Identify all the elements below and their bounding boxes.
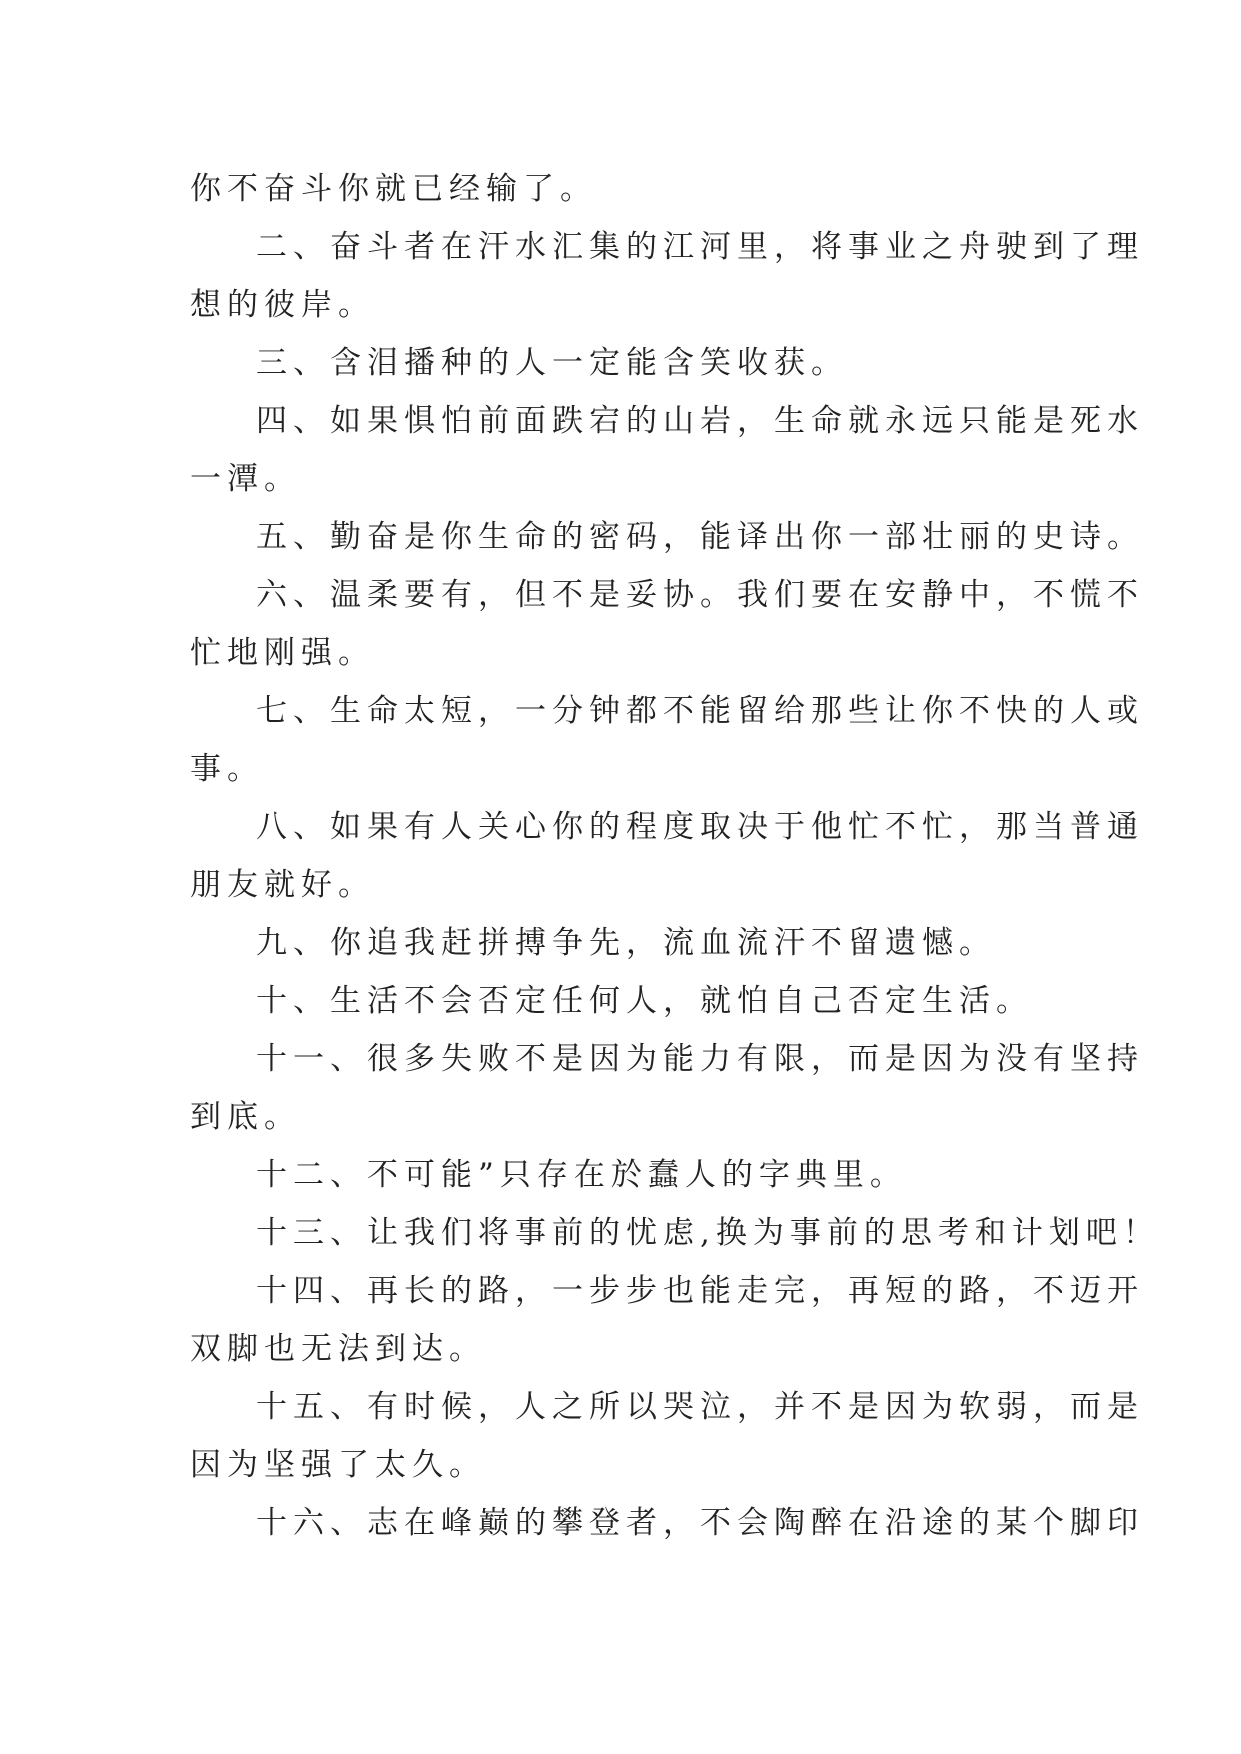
text-line: 十四、再长的路，一步步也能走完，再短的路，不迈开: [256, 1273, 1144, 1309]
text-line: 九、你追我赶拼搏争先，流血流汗不留遗憾。: [256, 925, 996, 961]
text-line: 十一、很多失败不是因为能力有限，而是因为没有坚持: [256, 1041, 1144, 1077]
text-line: 八、如果有人关心你的程度取决于他忙不忙，那当普通: [256, 809, 1144, 845]
text-line: 七、生命太短，一分钟都不能留给那些让你不快的人或: [256, 693, 1144, 729]
text-line: 双脚也无法到达。: [190, 1331, 486, 1367]
text-line: 到底。: [190, 1099, 301, 1135]
text-line: 十六、志在峰巅的攀登者，不会陶醉在沿途的某个脚印: [256, 1505, 1144, 1541]
text-line: 因为坚强了太久。: [190, 1447, 486, 1483]
text-line: 想的彼岸。: [190, 287, 375, 323]
text-line: 忙地刚强。: [190, 635, 375, 671]
text-line: 五、勤奋是你生命的密码，能译出你一部壮丽的史诗。: [256, 519, 1144, 555]
text-line: 你不奋斗你就已经输了。: [190, 171, 597, 207]
text-line: 二、奋斗者在汗水汇集的江河里，将事业之舟驶到了理: [256, 229, 1144, 265]
body-text: [190, 160, 1160, 1552]
text-line: 四、如果惧怕前面跌宕的山岩，生命就永远只能是死水: [256, 403, 1144, 439]
text-line: 三、含泪播种的人一定能含笑收获。: [256, 345, 848, 381]
text-line: 十三、让我们将事前的忧虑,换为事前的思考和计划吧！: [256, 1215, 1160, 1251]
text-line: 十五、有时候，人之所以哭泣，并不是因为软弱，而是: [256, 1389, 1144, 1425]
text-line: 十二、不可能”只存在於蠢人的字典里。: [256, 1157, 907, 1193]
text-line: 六、温柔要有，但不是妥协。我们要在安静中，不慌不: [256, 577, 1144, 613]
text-line: 一潭。: [190, 461, 301, 497]
text-line: 事。: [190, 751, 264, 787]
text-line: 十、生活不会否定任何人，就怕自己否定生活。: [256, 983, 1033, 1019]
text-line: 朋友就好。: [190, 867, 375, 903]
